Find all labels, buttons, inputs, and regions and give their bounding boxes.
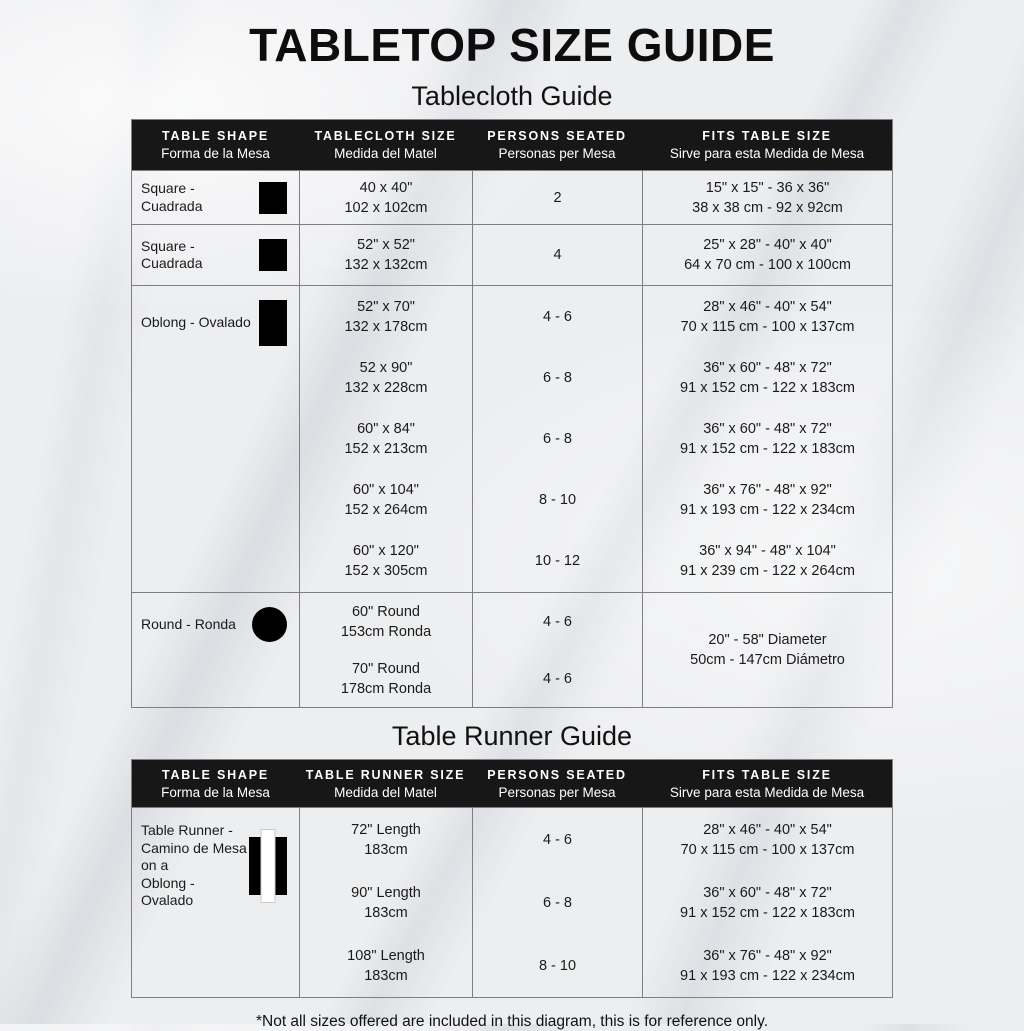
size-inches: 90" Length: [351, 884, 421, 901]
footnote: *Not all sizes offered are included in this diagram, this is for reference only.: [255, 1013, 769, 1030]
persons-value: 6 - 8: [542, 369, 572, 386]
shape-cell: [132, 593, 299, 707]
persons-cell: [472, 225, 642, 285]
fits-cm: 91 x 193 cm - 122 x 234cm: [680, 967, 855, 984]
tablecloth-table-header: [132, 120, 892, 170]
persons-value: 10 - 12: [534, 553, 581, 570]
fits-cm: 91 x 193 cm - 122 x 234cm: [680, 502, 855, 519]
shape-cell: [132, 808, 299, 997]
size-cm: 178cm Ronda: [340, 680, 432, 697]
runner-table: [131, 759, 893, 998]
runner-guide-heading: Table Runner Guide: [391, 721, 633, 751]
circle-icon: [252, 607, 287, 642]
header-fits-table-size: FITS TABLE SIZE Sirve para esta Medida de Mesa: [669, 129, 865, 161]
section-round: [132, 592, 892, 707]
fits-inches: 20" - 58" Diameter: [708, 632, 827, 648]
fits-inches: 25" x 28" - 40" x 40": [703, 237, 832, 253]
header-persons-seated: PERSONS SEATED Personas per Mesa: [487, 767, 627, 800]
fits-cell: [642, 225, 892, 285]
oblong-icon: [259, 300, 287, 346]
size-cell: [299, 225, 472, 285]
size-inches: 60" x 84": [357, 421, 415, 437]
tablecloth-guide-heading: Tablecloth Guide: [411, 81, 613, 111]
size-cell: [299, 286, 472, 592]
fits-cm: 91 x 152 cm - 122 x 183cm: [680, 441, 855, 457]
shape-cell: [132, 171, 299, 224]
shape-cell: [132, 286, 299, 592]
fits-cm: 70 x 115 cm - 100 x 137cm: [680, 841, 855, 858]
size-cm: 132 x 178cm: [344, 318, 428, 335]
fits-inches: 15" x 15" - 36 x 36": [705, 179, 830, 196]
fits-cell: [642, 808, 892, 997]
square-icon: [259, 182, 287, 214]
size-cell: [299, 808, 472, 997]
size-cell: [299, 593, 472, 707]
fits-cm: 91 x 152 cm - 122 x 183cm: [680, 379, 855, 396]
runner-table-header: [132, 760, 892, 807]
fits-cm: 70 x 115 cm - 100 x 137cm: [680, 318, 855, 335]
tablecloth-table: [131, 119, 893, 708]
header-tablecloth-size: TABLECLOTH SIZE Medida del Matel: [314, 129, 457, 161]
fits-cm: 64 x 70 cm - 100 x 100cm: [684, 257, 851, 273]
fits-cell: [642, 171, 892, 224]
size-inches: 52" x 52": [357, 237, 415, 253]
persons-value: 8 - 10: [538, 957, 577, 974]
fits-inches: 36" x 76" - 48" x 92": [703, 482, 832, 499]
fits-inches: 28" x 46" - 40" x 54": [703, 298, 832, 315]
size-cm: 132 x 228cm: [344, 379, 428, 396]
persons-value: 4: [553, 247, 562, 263]
fits-cm: 38 x 38 cm - 92 x 92cm: [692, 199, 843, 216]
persons-value: 4 - 6: [542, 308, 572, 325]
fits-cell: [642, 286, 892, 592]
header-fits-table-size: FITS TABLE SIZE Sirve para esta Medida de Mesa: [669, 767, 865, 800]
fits-inches: 36" x 94" - 48" x 104": [699, 543, 836, 560]
section-oblong: [132, 285, 892, 592]
table-runner-icon: [249, 837, 287, 895]
shape-label: Square - Cuadrada: [141, 180, 203, 214]
persons-value: 6 - 8: [542, 431, 572, 447]
size-inches: 108" Length: [347, 947, 425, 964]
fits-cm: 91 x 152 cm - 122 x 183cm: [680, 904, 855, 921]
size-cm: 132 x 132cm: [344, 257, 428, 273]
size-cm: 152 x 213cm: [344, 441, 428, 457]
persons-cell: [472, 808, 642, 997]
fits-inches: 36" x 76" - 48" x 92": [703, 947, 832, 964]
size-inches: 60" x 120": [353, 543, 419, 560]
fits-cm: 50cm - 147cm Diámetro: [690, 652, 845, 668]
size-inches: 60" x 104": [353, 482, 419, 499]
size-inches: 52 x 90": [359, 359, 413, 376]
shape-label: Square - Cuadrada: [141, 237, 203, 271]
shape-label: Round - Ronda: [141, 615, 236, 632]
section-table-runner: [132, 807, 892, 997]
size-cm: 183cm: [364, 841, 408, 858]
persons-value: 8 - 10: [538, 492, 577, 509]
persons-cell: [472, 593, 642, 707]
section-square-52: [132, 224, 892, 285]
fits-inches: 28" x 46" - 40" x 54": [703, 821, 832, 838]
size-cm: 183cm: [364, 904, 408, 921]
fits-cell: [642, 593, 892, 707]
size-inches: 60" Round: [351, 603, 421, 620]
persons-value: 4 - 6: [542, 613, 572, 630]
header-table-runner-size: TABLE RUNNER SIZE Medida del Matel: [305, 767, 466, 800]
fits-inches: 36" x 60" - 48" x 72": [703, 884, 832, 901]
persons-cell: [472, 286, 642, 592]
persons-value: 6 - 8: [542, 894, 572, 911]
size-inches: 52" x 70": [357, 298, 415, 315]
persons-value: 4 - 6: [542, 670, 572, 687]
fits-inches: 36" x 60" - 48" x 72": [703, 359, 832, 376]
header-table-shape: TABLE SHAPE Forma de la Mesa: [161, 767, 270, 800]
persons-value: 2: [553, 189, 562, 206]
size-cm: 152 x 264cm: [344, 502, 428, 519]
size-cm: 102 x 102cm: [344, 199, 428, 216]
size-inches: 72" Length: [351, 821, 421, 838]
size-cm: 153cm Ronda: [340, 623, 432, 640]
persons-cell: [472, 171, 642, 224]
fits-inches: 36" x 60" - 48" x 72": [703, 421, 832, 437]
persons-value: 4 - 6: [542, 831, 572, 848]
square-icon: [259, 239, 287, 271]
size-inches: 70" Round: [351, 660, 421, 677]
header-persons-seated: PERSONS SEATED Personas per Mesa: [487, 129, 627, 161]
shape-cell: [132, 225, 299, 285]
size-inches: 40 x 40": [359, 179, 413, 196]
header-table-shape: TABLE SHAPE Forma de la Mesa: [161, 129, 270, 161]
size-cm: 183cm: [364, 967, 408, 984]
page-title: TABLETOP SIZE GUIDE: [249, 19, 775, 71]
size-cell: [299, 171, 472, 224]
shape-label: Table Runner - Camino de Mesa on a Oblong - Ovalado: [141, 822, 247, 908]
fits-cm: 91 x 239 cm - 122 x 264cm: [680, 563, 855, 580]
shape-label: Oblong - Ovalado: [141, 314, 251, 331]
section-square-40: [132, 170, 892, 224]
size-cm: 152 x 305cm: [344, 563, 428, 580]
